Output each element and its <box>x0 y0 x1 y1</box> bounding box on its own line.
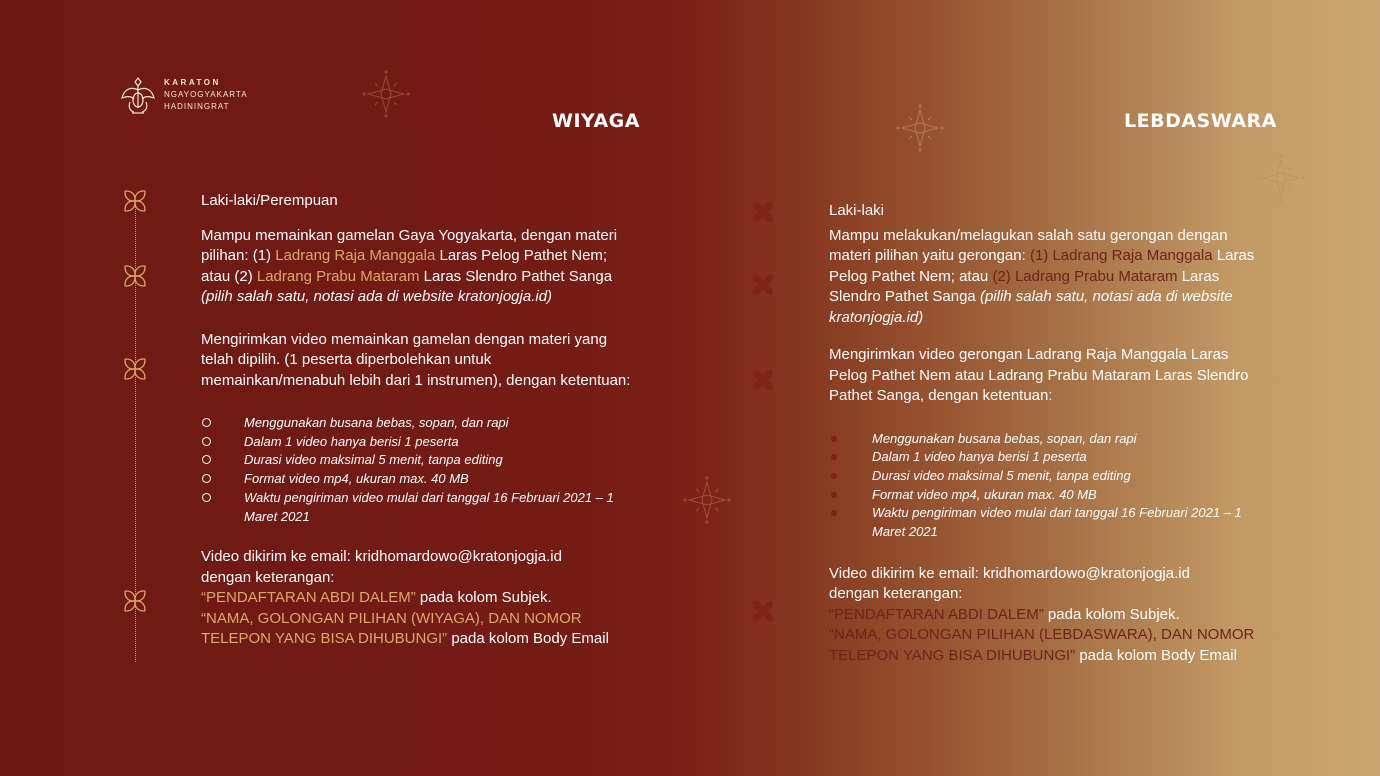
list-item: Durasi video maksimal 5 menit, tanpa editing <box>201 451 633 470</box>
text-span: Laras Pelog Pathet Nem; atau <box>829 247 1255 285</box>
lebdaswara-gender: Laki-laki <box>829 202 885 219</box>
list-item: Menggunakan busana bebas, sopan, dan rapi <box>829 430 1261 449</box>
flower-ornament-icon <box>748 365 778 395</box>
piece-name-2: (2) Ladrang Prabu Mataram <box>992 267 1178 285</box>
list-item: Dalam 1 video hanya berisi 1 peserta <box>829 448 1261 467</box>
diamond-star-decoration-icon <box>894 102 946 154</box>
list-item: Dalam 1 video hanya berisi 1 peserta <box>201 433 633 452</box>
wiyaga-gender: Laki-laki/Perempuan <box>201 192 338 209</box>
lebdaswara-column <box>829 201 1261 666</box>
body-text: “NAMA, GOLONGAN PILIHAN (WIYAGA), DAN NOMOR TELEPON YANG BISA DIHUBUNGI” <box>201 609 582 648</box>
text-span: Mampu melakukan/melagukan salah satu gerongan dengan materi pilihan yaitu gerongan: <box>829 226 1228 264</box>
logo-line-1: KARATON <box>164 78 221 87</box>
lebdaswara-requirement-2: Mengirimkan video gerongan Ladrang Raja Manggala Laras Pelog Pathet Nem atau Ladrang Prabu Mataram Laras Slendro Pathet Sanga, dengan ketentuan: <box>829 346 1249 404</box>
wiyaga-requirement-1 <box>201 226 633 308</box>
piece-name-1: Ladrang Raja Manggala <box>275 247 436 264</box>
flower-ornament-icon <box>120 354 150 384</box>
flower-ornament-icon <box>748 270 778 300</box>
notation-note: (pilih salah satu, notasi ada di website kratonjogja.id) <box>201 288 553 305</box>
text-span: pada kolom Subjek. <box>415 589 552 607</box>
text-span: pada kolom Body Email <box>447 630 609 648</box>
wiyaga-rules-list <box>201 414 633 526</box>
logo-line-3: HADININGRAT <box>164 102 230 111</box>
wiyaga-body-note <box>201 609 633 650</box>
lebdaswara-body-note <box>829 625 1261 666</box>
lebdaswara-keterangan: dengan keterangan: <box>829 585 963 603</box>
diamond-star-decoration-icon <box>360 68 412 120</box>
wiyaga-heading: WIYAGA <box>552 110 640 132</box>
flower-ornament-icon <box>120 186 150 216</box>
text-span: Laras Pelog Pathet Nem; atau (2) <box>201 247 608 285</box>
wiyaga-requirement-2: Mengirimkan video memainkan gamelan dengan materi yang telah dipilih. (1 peserta diperbolehkan untuk memainkan/menabuh lebih dari 1 instrumen), dengan ketentuan: <box>201 330 631 389</box>
subject-text: “PENDAFTARAN ABDI DALEM” <box>201 589 416 607</box>
list-item: Waktu pengiriman video mulai dari tanggal 16 Februari 2021 – 1 Maret 2021 <box>201 489 633 526</box>
notation-note: (pilih salah satu, notasi ada di website kratonjogja.id) <box>829 288 1233 326</box>
logo-line-2: NGAYOGYAKARTA <box>164 90 248 99</box>
text-span: Laras Slendro Pathet Sanga <box>829 267 1220 305</box>
wiyaga-keterangan: dengan keterangan: <box>201 568 335 586</box>
flower-ornament-icon <box>120 261 150 291</box>
text-span: pada kolom Body Email <box>1075 646 1237 664</box>
list-item: Menggunakan busana bebas, sopan, dan rapi <box>201 414 633 433</box>
subject-text: “PENDAFTARAN ABDI DALEM” <box>829 605 1044 623</box>
lebdaswara-requirement-1 <box>829 226 1261 329</box>
body-text: “NAMA, GOLONGAN PILIHAN (LEBDASWARA), DAN NOMOR TELEPON YANG BISA DIHUBUNGI” <box>829 626 1255 664</box>
karaton-logo <box>118 74 248 118</box>
text-span: Mampu memainkan gamelan Gaya Yogyakarta, dengan materi pilihan: (1) <box>201 226 618 264</box>
list-item: Format video mp4, ukuran max. 40 MB <box>829 486 1261 505</box>
logo-text <box>164 77 248 113</box>
piece-name-2: Ladrang Prabu Mataram <box>256 267 420 285</box>
list-item: Format video mp4, ukuran max. 40 MB <box>201 470 633 489</box>
flower-ornament-icon <box>748 596 778 626</box>
text-span: Laras Slendro Pathet Sanga <box>419 267 613 285</box>
piece-name-1: (1) Ladrang Raja Manggala <box>1029 247 1213 264</box>
flower-ornament-icon <box>120 586 150 616</box>
lebdaswara-subject-note <box>829 605 1261 626</box>
lebdaswara-heading: LEBDASWARA <box>1124 110 1277 132</box>
flower-ornament-icon <box>748 197 778 227</box>
wiyaga-column <box>201 191 633 650</box>
diamond-star-decoration-icon <box>681 474 733 526</box>
wiyaga-email-line: Video dikirim ke email: kridhomardowo@kratonjogja.id <box>201 548 562 566</box>
wiyaga-subject-note <box>201 588 633 609</box>
diamond-star-decoration-icon <box>1255 152 1307 204</box>
lebdaswara-rules-list <box>829 430 1261 542</box>
list-item: Waktu pengiriman video mulai dari tanggal 16 Februari 2021 – 1 Maret 2021 <box>829 504 1261 541</box>
list-item: Durasi video maksimal 5 menit, tanpa editing <box>829 467 1261 486</box>
text-span: pada kolom Subjek. <box>1043 605 1180 623</box>
karaton-emblem-icon <box>118 74 158 116</box>
lebdaswara-email-line: Video dikirim ke email: kridhomardowo@kratonjogja.id <box>829 564 1190 582</box>
